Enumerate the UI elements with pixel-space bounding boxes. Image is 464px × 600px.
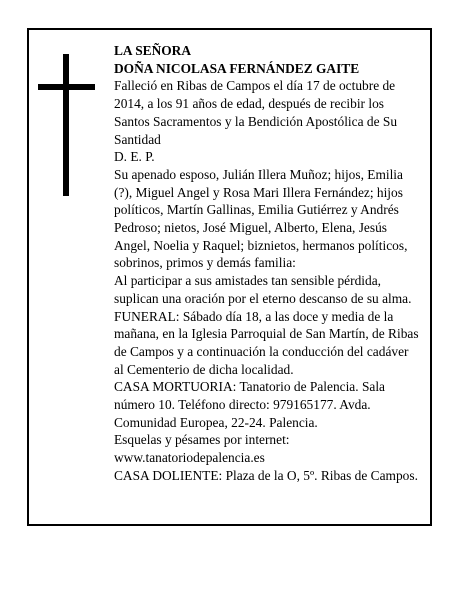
cross-horizontal-bar	[38, 84, 95, 90]
internet-paragraph: Esquelas y pésames por internet: www.tanatoriodepalencia.es	[114, 432, 290, 466]
obituary-text	[114, 42, 421, 485]
header-title: LA SEÑORA	[114, 43, 192, 58]
death-notice-paragraph: Falleció en Ribas de Campos el día 17 de octubre de 2014, a los 91 años de edad, después de recibir los Santos Sacramentos y la Bendición Apostólica de Su Santidad	[114, 78, 398, 147]
funeral-home-paragraph: CASA MORTUORIA: Tanatorio de Palencia. Sala número 10. Teléfono directo: 979165177. Avda. Comunidad Europea, 22-24. Palencia.	[114, 379, 385, 430]
deceased-name: DOÑA NICOLASA FERNÁNDEZ GAITE	[114, 60, 360, 76]
rip-line: D. E. P.	[114, 149, 155, 165]
cross-vertical-bar	[63, 54, 69, 196]
family-home-paragraph: CASA DOLIENTE: Plaza de la O, 5º. Ribas de Campos.	[114, 467, 418, 483]
prayer-paragraph: Al participar a sus amistades tan sensible pérdida, suplican una oración por el eterno descanso de su alma.	[114, 273, 412, 306]
family-paragraph: Su apenado esposo, Julián Illera Muñoz; hijos, Emilia (?), Miguel Angel y Rosa Mari Illera Fernández; hijos políticos, Martín Gallinas, Emilia Gutiérrez y Andrés Pedroso; nietos, José Miguel, Alberto, Elena, Jesús Angel, Noelia y Raquel; biznietos, hermanos políticos, sobrinos, primos y demás familia:	[114, 166, 408, 271]
funeral-paragraph: FUNERAL: Sábado día 18, a las doce y media de la mañana, en la Iglesia Parroquial de San Martín, de Ribas de Campos y a continuación la conducción del cadáver al Cementerio de dicha localidad.	[114, 308, 419, 377]
